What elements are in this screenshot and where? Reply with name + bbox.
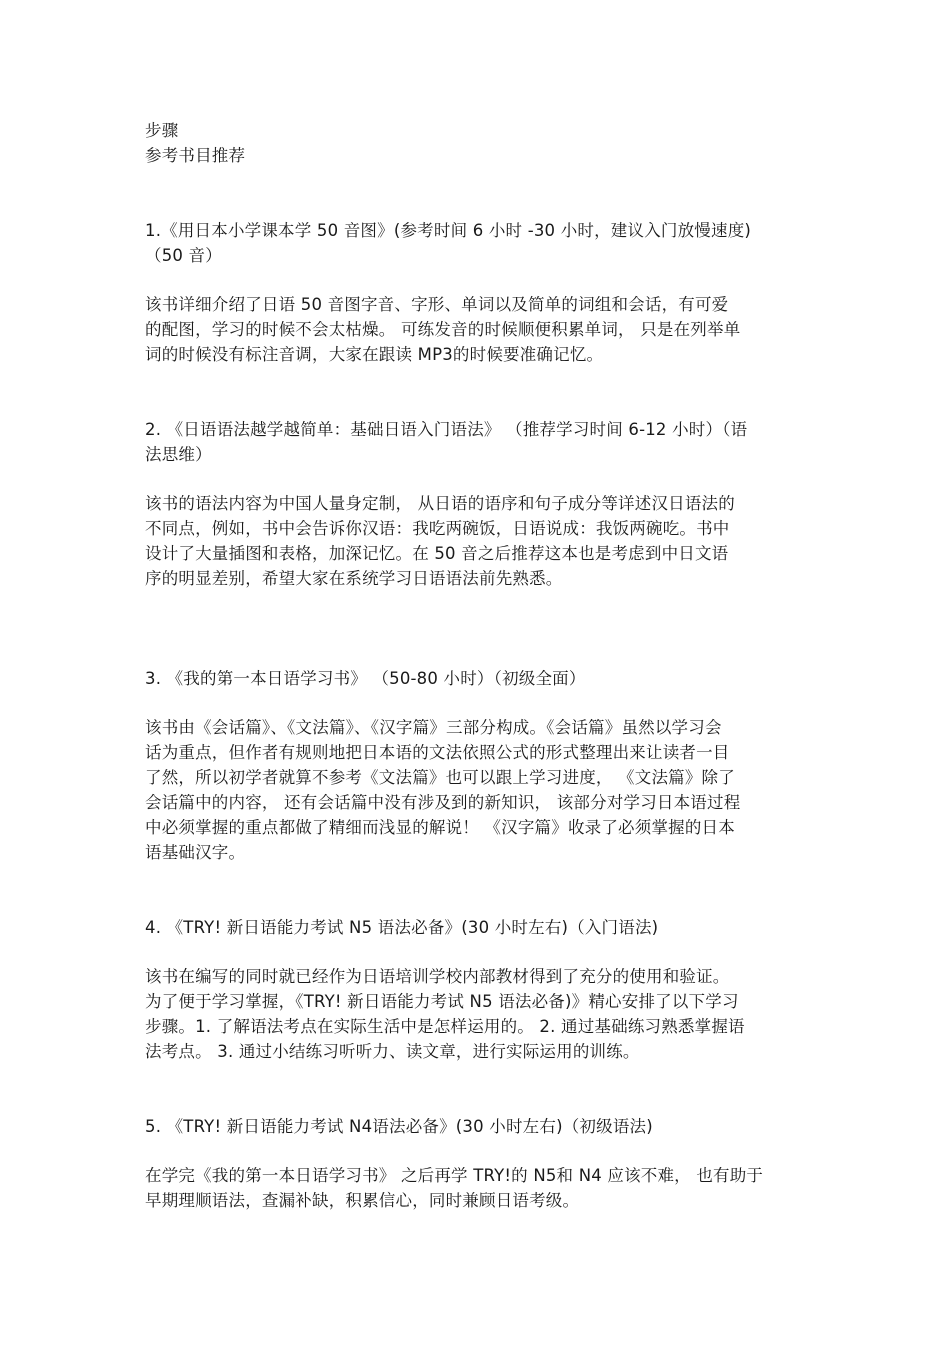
section-3-body-line: 语基础汉字。 xyxy=(145,843,246,862)
section-2-body-line: 序的明显差别，希望大家在系统学习日语语法前先熟悉。 xyxy=(145,569,563,588)
section-1-body-line: 该书详细介绍了日语 50 音图字音、字形、单词以及简单的词组和会话，有可爱 xyxy=(145,295,729,314)
section-4-body-line: 法考点。 3. 通过小结练习听听力、读文章，进行实际运用的训练。 xyxy=(145,1042,640,1061)
section-4-body-line: 该书在编写的同时就已经作为日语培训学校内部教材得到了充分的使用和验证。 xyxy=(145,967,730,986)
section-5-heading: 5. 《TRY! 新日语能力考试 N4语法必备》(30 小时左右)（初级语法) xyxy=(145,1117,653,1136)
section-1-body-line: 词的时候没有标注音调，大家在跟读 MP3的时候要准确记忆。 xyxy=(145,345,604,364)
section-3-body-line: 了然，所以初学者就算不参考《文法篇》也可以跟上学习进度， 《文法篇》除了 xyxy=(145,768,735,787)
section-2-heading: 2. 《日语语法越学越简单：基础日语入门语法》 （推荐学习时间 6-12 小时）（语 xyxy=(145,420,748,439)
section-2-body-line: 不同点，例如，书中会告诉你汉语：我吃两碗饭，日语说成：我饭两碗吃。书中 xyxy=(145,519,730,538)
section-5-body-line: 在学完《我的第一本日语学习书》 之后再学 TRY!的 N5和 N4 应该不难， 也有助于 xyxy=(145,1166,764,1185)
section-3-body-line: 该书由《会话篇》、《文法篇》、《汉字篇》三部分构成。《会话篇》虽然以学习会 xyxy=(145,718,722,737)
section-4-body-line: 步骤。1. 了解语法考点在实际生活中是怎样运用的。 2. 通过基础练习熟悉掌握语 xyxy=(145,1017,745,1036)
section-1-heading-cont: （50 音） xyxy=(145,246,222,265)
section-3-body-line: 话为重点，但作者有规则地把日本语的文法依照公式的形式整理出来让读者一目 xyxy=(145,743,730,762)
section-3-body-line: 中必须掌握的重点都做了精细而浅显的解说！ 《汉字篇》收录了必须掌握的日本 xyxy=(145,818,735,837)
section-2-heading-cont: 法思维） xyxy=(145,445,212,464)
section-5-body-line: 早期理顺语法，查漏补缺，积累信心，同时兼顾日语考级。 xyxy=(145,1191,580,1210)
doc-title-line: 步骤 xyxy=(145,121,179,140)
section-1-heading: 1.《用日本小学课本学 50 音图》(参考时间 6 小时 -30 小时，建议入门放慢速度) xyxy=(145,221,752,240)
section-4-body-line: 为了便于学习掌握，《TRY! 新日语能力考试 N5 语法必备)》精心安排了以下学习 xyxy=(145,992,739,1011)
doc-subtitle-line: 参考书目推荐 xyxy=(145,146,246,165)
section-3-body-line: 会话篇中的内容， 还有会话篇中没有涉及到的新知识， 该部分对学习日本语过程 xyxy=(145,793,741,812)
section-3-heading: 3. 《我的第一本日语学习书》 （50-80 小时）（初级全面） xyxy=(145,669,586,688)
section-2-body-line: 设计了大量插图和表格，加深记忆。在 50 音之后推荐这本也是考虑到中日文语 xyxy=(145,544,729,563)
section-1-body-line: 的配图，学习的时候不会太枯燥。 可练发音的时候顺便积累单词， 只是在列举单 xyxy=(145,320,741,339)
section-4-heading: 4. 《TRY! 新日语能力考试 N5 语法必备》(30 小时左右)（入门语法) xyxy=(145,918,659,937)
section-2-body-line: 该书的语法内容为中国人量身定制， 从日语的语序和句子成分等详述汉日语法的 xyxy=(145,494,735,513)
